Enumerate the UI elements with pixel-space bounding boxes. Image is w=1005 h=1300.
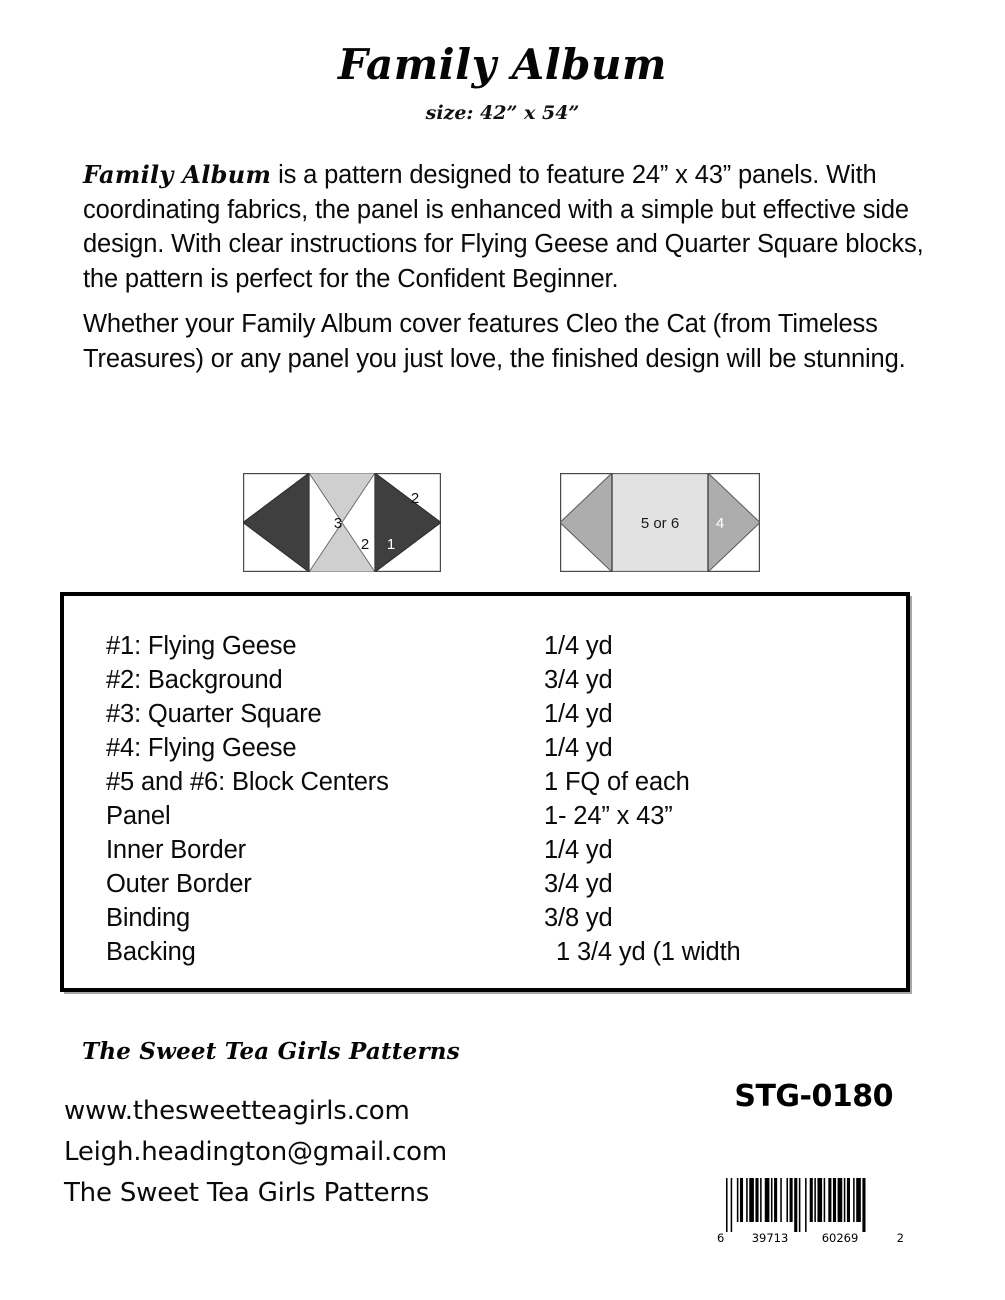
- brand-script-logo: The Sweet Tea Girls Patterns: [82, 1038, 460, 1065]
- materials-row: [106, 867, 886, 901]
- materials-requirements-box: [60, 592, 910, 992]
- description-paragraph-1: [83, 158, 925, 296]
- materials-row-amount: 1/4 yd: [544, 734, 613, 762]
- block-diagrams-row: [0, 473, 1005, 577]
- materials-row: [106, 731, 886, 765]
- materials-row-label: #2: Background: [106, 666, 283, 694]
- description-paragraph-2: Whether your Family Album cover features Cleo the Cat (from Timeless Treasures) or any panel you just love, the finished design will be stunning.: [83, 310, 906, 373]
- page-title: Family Album: [338, 40, 667, 89]
- materials-row-amount: 1/4 yd: [544, 836, 613, 864]
- right-block-label-center: 5 or 6: [640, 515, 680, 532]
- materials-row-amount: 3/4 yd: [544, 870, 613, 898]
- materials-list: [106, 629, 886, 969]
- materials-row-amount: 1- 24” x 43”: [544, 802, 673, 830]
- materials-row-amount: 3/4 yd: [544, 666, 613, 694]
- barcode-digits-0: 6: [717, 1231, 725, 1245]
- right-block-diagram: [560, 473, 760, 572]
- materials-row-label: #3: Quarter Square: [106, 700, 322, 728]
- left-block-label-background-corner: 2: [410, 490, 420, 507]
- materials-row: [106, 799, 886, 833]
- materials-row: [106, 901, 886, 935]
- left-block-svg: [243, 473, 441, 572]
- materials-row: [106, 629, 886, 663]
- left-block-label-background-center: 2: [360, 536, 370, 553]
- materials-row: [106, 697, 886, 731]
- company-name: The Sweet Tea Girls Patterns: [64, 1178, 430, 1208]
- sku-code: STG-0180: [734, 1079, 893, 1114]
- materials-row-amount: 1 FQ of each: [544, 768, 690, 796]
- materials-row-label: #4: Flying Geese: [106, 734, 297, 762]
- materials-row: [106, 833, 886, 867]
- materials-row-label: Panel: [106, 802, 171, 830]
- materials-row-label: #5 and #6: Block Centers: [106, 768, 389, 796]
- barcode-digits-2: 60269: [821, 1231, 859, 1245]
- materials-row-label: #1: Flying Geese: [106, 632, 297, 660]
- email-address[interactable]: Leigh.headington@gmail.com: [64, 1137, 447, 1167]
- pattern-name-inline: Family Album: [83, 160, 272, 189]
- materials-row-label: Inner Border: [106, 836, 246, 864]
- left-block-diagram: [243, 473, 441, 572]
- left-block-label-quarter-square: 3: [333, 515, 343, 532]
- materials-row-label: Binding: [106, 904, 191, 932]
- description-paragraph-1-text: is a pattern designed to feature 24” x 43” panels. With coordinating fabrics, the panel is enhanced with a simple but effective side design. With clear instructions for Flying Geese and Quarter Square blocks, the pattern is perfect for the Confident Beginner.: [83, 161, 924, 293]
- website-url[interactable]: www.thesweetteagirls.com: [64, 1096, 410, 1126]
- upc-barcode-svg: [712, 1178, 910, 1246]
- materials-row-amount: 1/4 yd: [544, 632, 613, 660]
- right-block-svg: [560, 473, 760, 572]
- materials-row: [106, 935, 886, 969]
- materials-row-amount: 1 3/4 yd (1 width: [556, 938, 741, 966]
- left-block-label-flying-geese: 1: [386, 536, 396, 553]
- materials-row: [106, 765, 886, 799]
- barcode-digits-3: 2: [896, 1231, 904, 1245]
- materials-row: [106, 663, 886, 697]
- materials-row-amount: 3/8 yd: [544, 904, 613, 932]
- materials-row-amount: 1/4 yd: [544, 700, 613, 728]
- barcode-digits-1: 39713: [751, 1231, 789, 1245]
- upc-barcode: [712, 1178, 910, 1246]
- materials-row-label: Backing: [106, 938, 196, 966]
- materials-row-label: Outer Border: [106, 870, 252, 898]
- quilt-size-subtitle: size: 42” x 54”: [425, 102, 580, 124]
- right-block-label-flying-geese: 4: [715, 515, 725, 532]
